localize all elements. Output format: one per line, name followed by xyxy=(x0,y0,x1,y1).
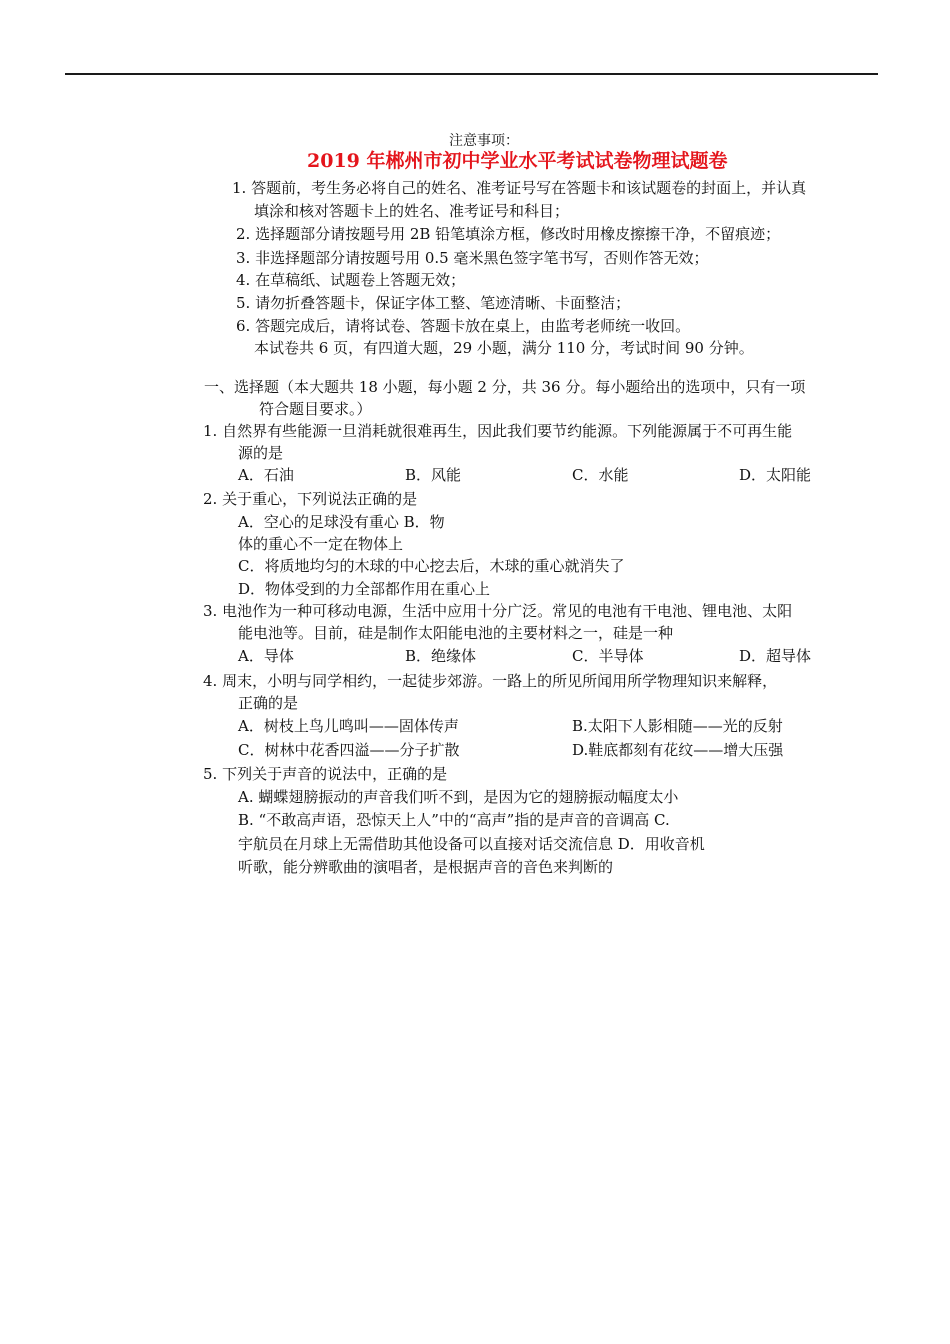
question-4-stem: 4. 周末，小明与同学相约，一起徒步郊游。一路上的所见所闻用所学物理知识来解释， xyxy=(203,672,778,690)
header-rule xyxy=(65,73,878,75)
question-1-option-b: B．风能 xyxy=(405,466,462,484)
question-4-option-d: D.鞋底都刻有花纹——增大压强 xyxy=(572,741,784,759)
question-4-option-c: C．树林中花香四溢——分子扩散 xyxy=(238,741,460,759)
section-heading: 一、选择题（本大题共 18 小题，每小题 2 分，共 36 分。每小题给出的选项中，只有一项 xyxy=(204,378,806,396)
question-2-line: A．空心的足球没有重心 B．物 xyxy=(238,513,445,531)
question-2-line: C．将质地均匀的木球的中心挖去后，木球的重心就消失了 xyxy=(238,557,625,575)
question-3-option-a: A．导体 xyxy=(238,647,294,665)
question-1-option-a: A．石油 xyxy=(238,466,294,484)
exam-summary: 本试卷共 6 页，有四道大题，29 小题，满分 110 分，考试时间 90 分钟。 xyxy=(254,339,754,357)
notice-item-1-cont: 填涂和核对答题卡上的姓名、准考证号和科目； xyxy=(254,202,570,220)
question-3-stem: 3. 电池作为一种可移动电源，生活中应用十分广泛。常见的电池有干电池、锂电池、太阳 xyxy=(203,602,793,620)
question-2-line: D．物体受到的力全部都作用在重心上 xyxy=(238,580,491,598)
notice-item-6: 6. 答题完成后，请将试卷、答题卡放在桌上，由监考老师统一收回。 xyxy=(236,317,691,335)
question-5-line: B. “不敢高声语，恐惊天上人”中的“高声”指的是声音的音调高 C. xyxy=(238,811,670,829)
question-5-line: 听歌，能分辨歌曲的演唱者，是根据声音的音色来判断的 xyxy=(238,858,614,876)
question-5-line: A. 蝴蝶翅膀振动的声音我们听不到，是因为它的翅膀振动幅度太小 xyxy=(238,788,679,806)
question-3-stem-cont: 能电池等。目前，硅是制作太阳能电池的主要材料之一，硅是一种 xyxy=(238,624,674,642)
question-4-option-b: B.太阳下人影相随——光的反射 xyxy=(572,717,783,735)
notice-item-3: 3. 非选择题部分请按题号用 0.5 毫米黑色签字笔书写，否则作答无效； xyxy=(236,249,709,267)
question-1-option-c: C．水能 xyxy=(572,466,629,484)
question-1-stem: 1. 自然界有些能源一旦消耗就很难再生，因此我们要节约能源。下列能源属于不可再生能 xyxy=(203,422,793,440)
notice-item-5: 5. 请勿折叠答题卡，保证字体工整、笔迹清晰、卡面整洁； xyxy=(236,294,631,312)
section-heading-cont: 符合题目要求。） xyxy=(259,400,372,418)
question-5-line: 宇航员在月球上无需借助其他设备可以直接对话交流信息 D．用收音机 xyxy=(238,835,705,853)
question-3-option-c: C．半导体 xyxy=(572,647,644,665)
question-4-stem-cont: 正确的是 xyxy=(238,694,299,712)
question-2-stem: 2. 关于重心，下列说法正确的是 xyxy=(203,490,418,508)
question-3-option-b: B．绝缘体 xyxy=(405,647,477,665)
question-3-option-d: D．超导体 xyxy=(739,647,812,665)
notice-label: 注意事项： xyxy=(449,133,519,149)
notice-item-1: 1. 答题前，考生务必将自己的姓名、准考证号写在答题卡和该试题卷的封面上，并认真 xyxy=(232,179,807,197)
notice-item-2: 2. 选择题部分请按题号用 2B 铅笔填涂方框，修改时用橡皮擦擦干净，不留痕迹； xyxy=(236,225,781,243)
question-2-line: 体的重心不一定在物体上 xyxy=(238,535,404,553)
question-1-stem-cont: 源的是 xyxy=(238,444,284,462)
question-5-stem: 5. 下列关于声音的说法中，正确的是 xyxy=(203,765,448,783)
question-4-option-a: A．树枝上鸟儿鸣叫——固体传声 xyxy=(238,717,459,735)
question-1-option-d: D．太阳能 xyxy=(739,466,812,484)
notice-item-4: 4. 在草稿纸、试题卷上答题无效； xyxy=(236,271,466,289)
exam-title: 2019 年郴州市初中学业水平考试试卷物理试题卷 xyxy=(307,150,728,172)
